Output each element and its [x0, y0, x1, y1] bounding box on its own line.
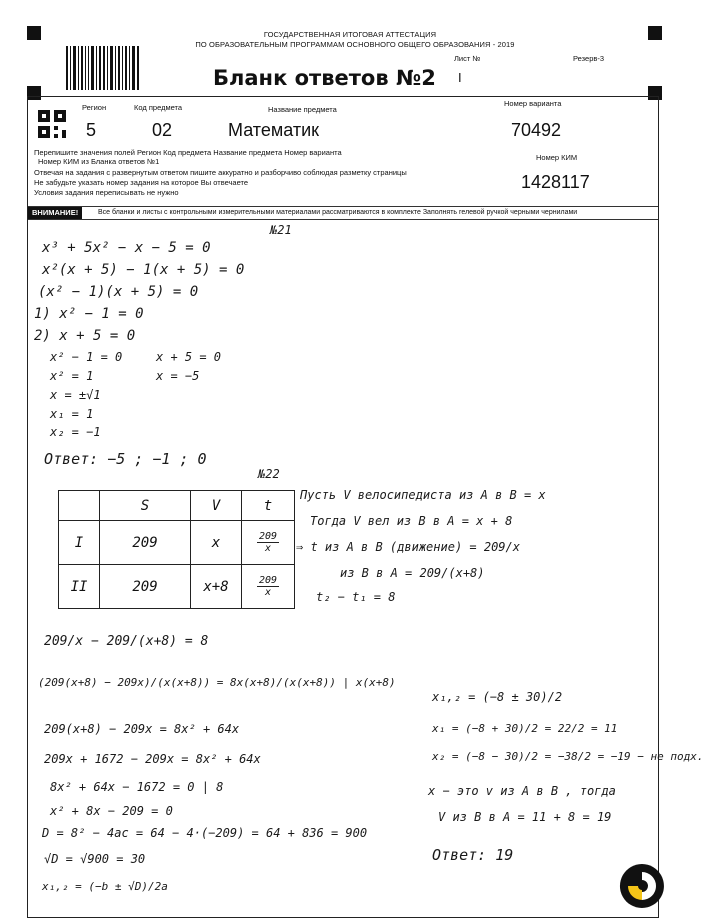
- warning-text: Все бланки и листы с контрольными измерительными материалами рассматриваются в комплекте Заполнять гелевой ручкой черными чернилами: [98, 209, 578, 216]
- table-row: [59, 521, 295, 565]
- task21-line-3: (x² − 1)(x + 5) = 0: [38, 284, 199, 300]
- header-line-2: ПО ОБРАЗОВАТЕЛЬНЫМ ПРОГРАММАМ ОСНОВНОГО ОБЩЕГО ОБРАЗОВАНИЯ - 2019: [195, 40, 515, 49]
- table-header-v: V: [191, 491, 242, 521]
- t-denominator: x: [264, 587, 272, 598]
- instruction-4: Не забудьте указать номер задания на которое Вы отвечаете: [34, 178, 249, 187]
- task22-work-8: √D = √900 = 30: [44, 852, 146, 866]
- brand-logo-icon: [618, 862, 666, 910]
- subject-code-label: Код предмета: [134, 103, 183, 112]
- task22-work-9: x₁,₂ = (−b ± √D)/2a: [42, 880, 168, 893]
- task22-work-1: 209/x − 209/(x+8) = 8: [44, 634, 209, 649]
- table-header-empty: [59, 491, 100, 521]
- task22-note-2: Тогда V вел из B в A = x + 8: [310, 514, 513, 528]
- task22-note-1: Пусть V велосипедиста из A в B = x: [300, 488, 546, 502]
- task22-number: №22: [258, 467, 280, 481]
- header-line-1: ГОСУДАРСТВЕННАЯ ИТОГОВАЯ АТТЕСТАЦИЯ: [263, 30, 437, 39]
- row-label: II: [59, 565, 100, 609]
- task22-note-5: t₂ − t₁ = 8: [316, 590, 396, 604]
- barcode: [66, 46, 142, 90]
- region-label: Регион: [82, 103, 107, 112]
- row-s: 209: [100, 521, 191, 565]
- task21-line-9: x₁ = 1: [50, 407, 94, 421]
- task22-note-4: из B в A = 209/(x+8): [340, 566, 485, 580]
- variant-label: Номер варианта: [504, 99, 562, 108]
- task22-note-3: ⇒ t из A в B (движение) = 209/x: [296, 540, 520, 554]
- instruction-2: Номер КИМ из Бланка ответов №1: [38, 157, 160, 166]
- task21-number: №21: [270, 223, 292, 237]
- task21-line-6: x² − 1 = 0: [50, 350, 123, 364]
- task22-root-4: x − это v из A в B , тогда: [428, 784, 616, 798]
- warning-bar: [28, 206, 658, 220]
- task22-root-3: x₂ = (−8 − 30)/2 = −38/2 = −19 − не подх.: [432, 750, 704, 763]
- table-header-t: t: [242, 491, 295, 521]
- row-v: x+8: [191, 565, 242, 609]
- row-v: x: [191, 521, 242, 565]
- task22-table: [58, 490, 295, 609]
- task22-work-2: (209(x+8) − 209x)/(x(x+8)) = 8x(x+8)/(x(x+8)) | x(x+8): [38, 676, 396, 689]
- t-numerator: 209: [258, 575, 278, 586]
- kim-label: Номер КИМ: [536, 153, 578, 162]
- variant-value: 70492: [511, 120, 562, 140]
- task21-line-5: 2) x + 5 = 0: [34, 328, 136, 344]
- warning-tag: ВНИМАНИЕ!: [28, 207, 82, 219]
- subject-name-value: Математик: [228, 120, 320, 140]
- row-t: [242, 521, 295, 565]
- row-t: [242, 565, 295, 609]
- task21-line-8: x = ±√1: [50, 388, 101, 402]
- task22-work-4: 209x + 1672 − 209x = 8x² + 64x: [44, 752, 261, 766]
- t-numerator: 209: [258, 531, 278, 542]
- sheet-label: Лист №: [454, 54, 481, 63]
- page-title: Бланк ответов №2: [213, 66, 436, 90]
- task21-line-4: 1) x² − 1 = 0: [34, 306, 144, 322]
- task21-line-1: x³ + 5x² − x − 5 = 0: [42, 240, 211, 256]
- task21-line-7: x² = 1: [50, 369, 94, 383]
- region-value: 5: [86, 120, 97, 140]
- table-row: [59, 565, 295, 609]
- task21-answer: Ответ: −5 ; −1 ; 0: [44, 450, 207, 468]
- instruction-3: Отвечая на задания с развернутым ответом пишите аккуратно и разборчиво соблюдая разметку страницы: [34, 168, 407, 177]
- row-label: I: [59, 521, 100, 565]
- subject-name-label: Название предмета: [268, 105, 337, 114]
- subject-code-value: 02: [152, 120, 173, 140]
- sheet-number-mark: I: [458, 70, 462, 85]
- task21-line-11: x + 5 = 0: [156, 350, 222, 364]
- row-s: 209: [100, 565, 191, 609]
- task21-line-10: x₂ = −1: [50, 425, 101, 439]
- instruction-1: Перепишите значения полей Регион Код предмета Название предмета Номер варианта: [34, 148, 342, 157]
- task22-answer: Ответ: 19: [432, 846, 514, 864]
- task22-work-5: 8x² + 64x − 1672 = 0 | 8: [50, 780, 224, 794]
- task22-work-3: 209(x+8) − 209x = 8x² + 64x: [44, 722, 240, 736]
- reserve-label: Резерв-3: [573, 54, 605, 63]
- table-header-s: S: [100, 491, 191, 521]
- task21-line-2: x²(x + 5) − 1(x + 5) = 0: [42, 262, 245, 278]
- task22-work-7: D = 8² − 4ac = 64 − 4·(−209) = 64 + 836 = 900: [42, 826, 368, 840]
- qr-code-icon: [38, 110, 66, 138]
- task22-root-2: x₁ = (−8 + 30)/2 = 22/2 = 11: [432, 722, 618, 735]
- corner-marker-top-left: [27, 26, 41, 40]
- task22-root-1: x₁,₂ = (−8 ± 30)/2: [432, 690, 563, 704]
- t-denominator: x: [264, 543, 272, 554]
- corner-marker-top-right: [648, 26, 662, 40]
- instruction-5: Условия задания переписывать не нужно: [34, 188, 179, 197]
- kim-value: 1428117: [521, 172, 590, 192]
- task21-line-12: x = −5: [156, 369, 200, 383]
- task22-work-6: x² + 8x − 209 = 0: [50, 804, 173, 818]
- task22-root-5: V из B в A = 11 + 8 = 19: [438, 810, 612, 824]
